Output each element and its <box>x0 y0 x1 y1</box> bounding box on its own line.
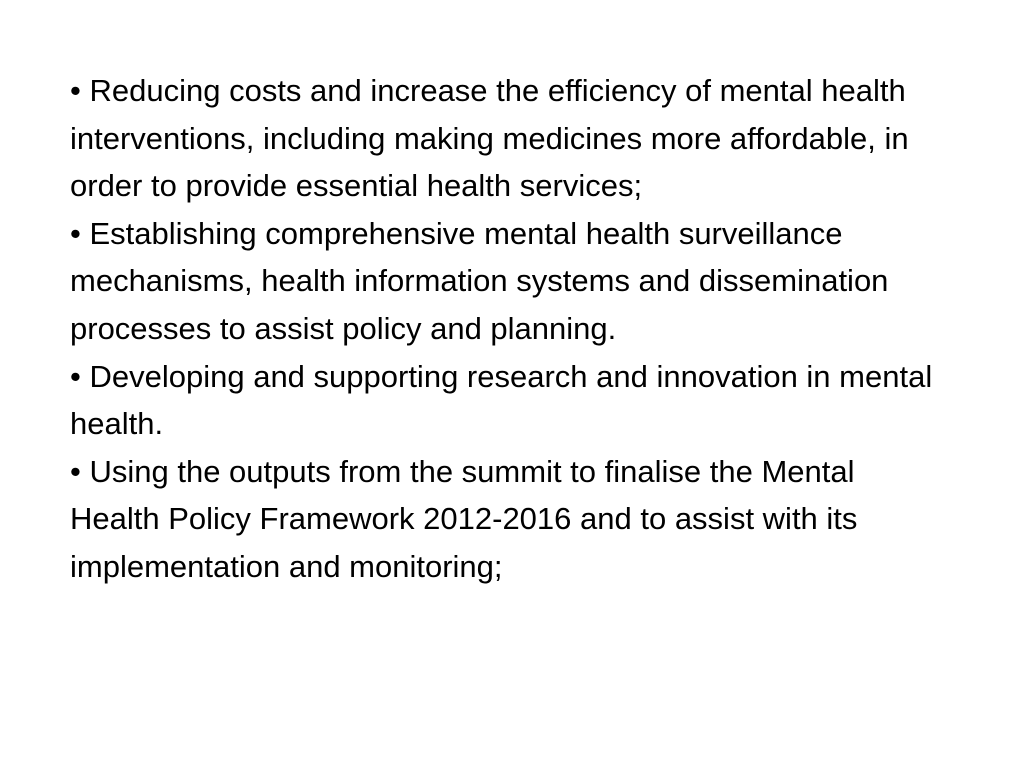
list-item <box>70 353 950 448</box>
bullet-icon: • <box>70 215 81 251</box>
list-item-text: Developing and supporting research and innovation in mental health. <box>70 358 933 442</box>
list-item-text: Using the outputs from the summit to finalise the Mental Health Policy Framework 2012-2016 and to assist with its implementation and monitoring; <box>70 453 858 584</box>
list-item-text: Reducing costs and increase the efficiency of mental health interventions, including making medicines more affordable, in order to provide essential health services; <box>70 73 909 204</box>
bullet-icon: • <box>70 358 81 394</box>
list-item-text: Establishing comprehensive mental health surveillance mechanisms, health information systems and dissemination processes to assist policy and planning. <box>70 215 889 346</box>
list-item <box>70 210 950 353</box>
list-item <box>70 67 950 210</box>
bullet-list <box>70 67 950 591</box>
bullet-icon: • <box>70 73 81 108</box>
bullet-icon: • <box>70 453 81 489</box>
list-item <box>70 448 950 591</box>
